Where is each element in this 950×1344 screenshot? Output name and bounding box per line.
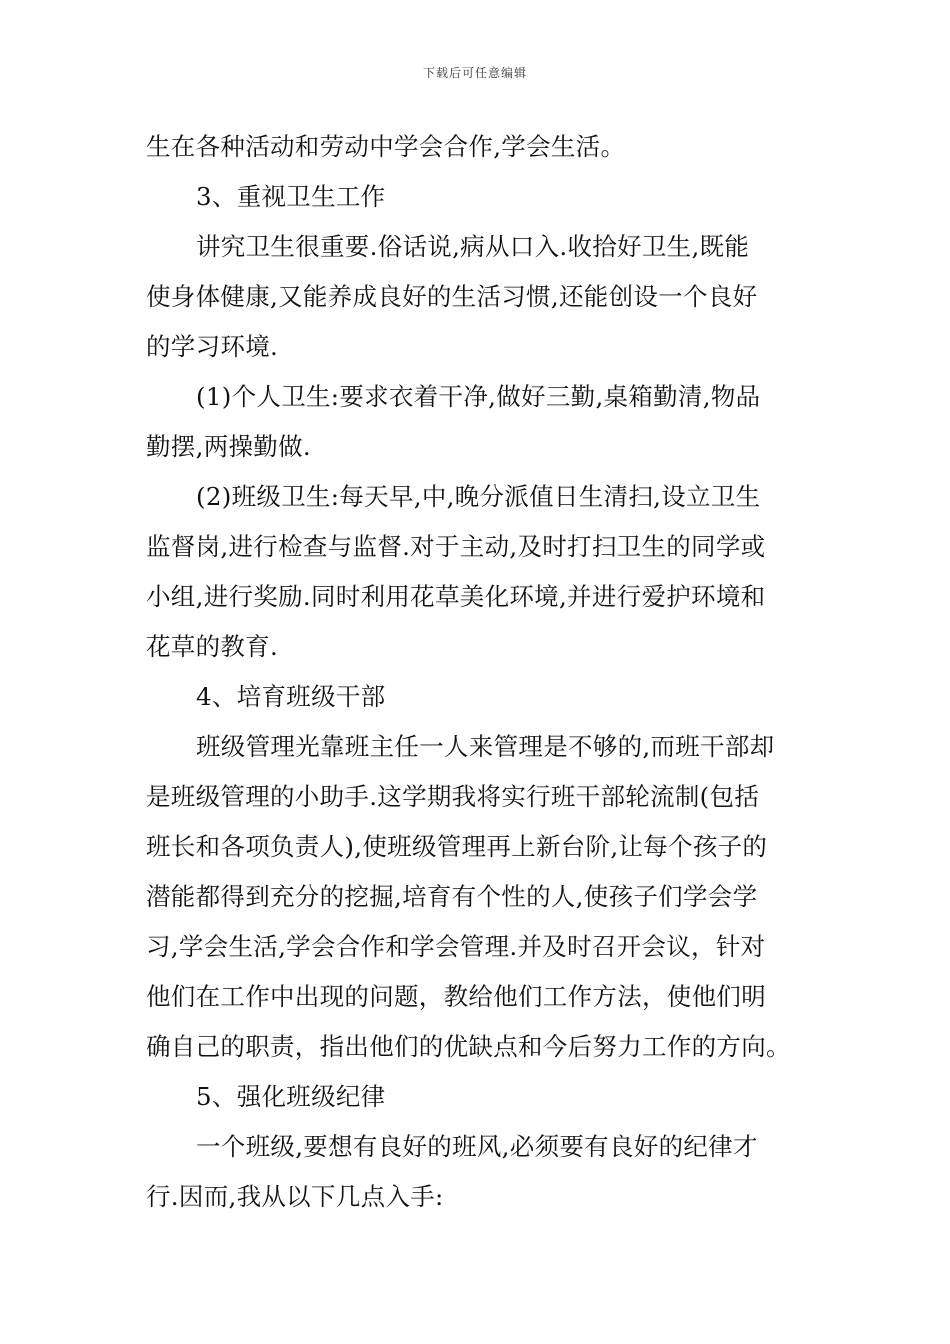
text-line: 班级管理光靠班主任一人来管理是不够的,而班干部却 (196, 732, 775, 761)
text-line: 生在各种活动和劳动中学会合作,学会生活。 (146, 132, 626, 161)
download-note: 下载后可任意编辑 (422, 66, 527, 80)
text-line: 他们在工作中出现的问题，教给他们工作方法，使他们明 (146, 982, 766, 1011)
section-heading-cadres: 4、培育班级干部 (196, 682, 386, 711)
section-heading-discipline: 5、强化班级纪律 (196, 1082, 386, 1111)
text-line: (1)个人卫生:要求衣着干净,做好三勤,桌箱勤清,物品 (196, 382, 761, 411)
text-line: 确自己的职责，指出他们的优缺点和今后努力工作的方向。 (146, 1032, 791, 1061)
text-line: 使身体健康,又能养成良好的生活习惯,还能创设一个良好 (146, 282, 758, 311)
text-line: 勤摆,两操勤做. (146, 432, 311, 461)
text-line: 潜能都得到充分的挖掘,培育有个性的人,使孩子们学会学 (146, 882, 758, 911)
section-heading-hygiene: 3、重视卫生工作 (196, 182, 386, 211)
text-line: 小组,进行奖励.同时利用花草美化环境,并进行爱护环境和 (146, 582, 766, 611)
document-body (146, 122, 814, 1222)
text-line: 花草的教育. (146, 632, 279, 661)
text-line: 一个班级,要想有良好的班风,必须要有良好的纪律才 (196, 1132, 758, 1161)
text-line: 是班级管理的小助手.这学期我将实行班干部轮流制(包括 (146, 782, 760, 811)
text-line: 的学习环境. (146, 332, 279, 361)
text-line: 班长和各项负责人),使班级管理再上新台阶,让每个孩子的 (146, 832, 768, 861)
text-line: 讲究卫生很重要.俗话说,病从口入.收拾好卫生,既能 (196, 232, 750, 261)
text-line: 行.因而,我从以下几点入手: (146, 1182, 444, 1211)
text-line: (2)班级卫生:每天早,中,晚分派值日生清扫,设立卫生 (196, 482, 761, 511)
text-line: 监督岗,进行检查与监督.对于主动,及时打扫卫生的同学或 (146, 532, 766, 561)
text-line: 习,学会生活,学会合作和学会管理.并及时召开会议，针对 (146, 932, 766, 961)
